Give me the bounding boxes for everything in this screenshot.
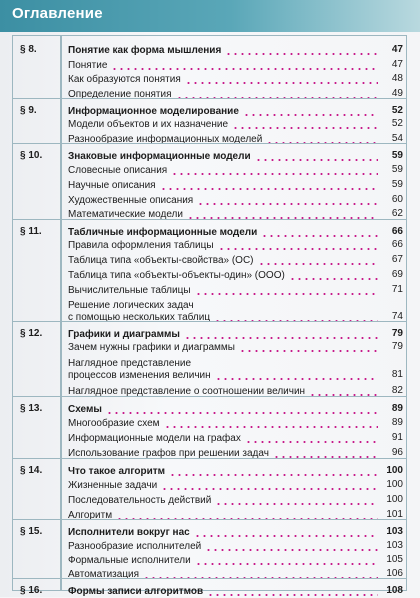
page-number: 71 <box>391 284 403 295</box>
toc-entry-title: Разнообразие исполнителей <box>68 541 202 552</box>
toc-entry-title: Автоматизация <box>68 569 140 580</box>
page-number: 60 <box>391 194 403 205</box>
toc-chapter-row[interactable] <box>12 98 407 117</box>
toc-entry-title: Исполнители вокруг нас <box>68 527 190 538</box>
page-number: 96 <box>391 447 403 458</box>
dot-leader <box>239 350 378 352</box>
toc-subsection-row[interactable] <box>12 269 407 282</box>
dot-leader <box>225 53 378 55</box>
toc-subsection-row[interactable] <box>12 239 407 252</box>
toc-entry-title: Алгоритм <box>68 510 113 521</box>
toc-chapter-row[interactable] <box>12 143 407 162</box>
dot-leader <box>215 503 378 505</box>
toc-subsection-row[interactable] <box>12 118 407 131</box>
section-number: § 10. <box>20 150 43 161</box>
dot-leader <box>245 441 378 443</box>
page-number: 59 <box>391 150 403 161</box>
toc-entry-title: Таблица типа «объекты-объекты-один» (ООО) <box>68 270 285 281</box>
dot-leader <box>106 412 378 414</box>
toc-entry-title: Правила оформления таблицы <box>68 240 214 251</box>
toc-chapter-row[interactable] <box>12 519 407 538</box>
toc-subsection-row[interactable] <box>12 59 407 72</box>
toc-entry-title: Знаковые информационные модели <box>68 151 251 162</box>
toc-entry-title: Графики и диаграммы <box>68 329 180 340</box>
section-number: § 9. <box>20 105 37 116</box>
page-number: 74 <box>391 311 403 322</box>
dot-leader <box>261 235 378 237</box>
toc-chapter-row[interactable] <box>12 578 407 597</box>
dot-leader <box>195 293 378 295</box>
dot-leader <box>195 563 378 565</box>
dot-leader <box>185 82 378 84</box>
page-number: 106 <box>386 568 403 579</box>
page-number: 66 <box>391 226 403 237</box>
toc-entry-title: Модели объектов и их назначение <box>68 119 229 130</box>
page-number: 108 <box>386 585 403 596</box>
toc-entry-title: Схемы <box>68 404 102 415</box>
toc-chapter-row[interactable] <box>12 321 407 340</box>
dot-leader <box>111 68 378 70</box>
page-number: 103 <box>386 540 403 551</box>
dot-leader <box>161 488 378 490</box>
dot-leader <box>232 127 378 129</box>
toc-entry-title: Что такое алгоритм <box>68 466 166 477</box>
toc-entry-title: Наглядное представление о соотношении величин <box>68 386 306 397</box>
toc-subsection-row[interactable] <box>12 494 407 507</box>
page-number: 66 <box>391 239 403 250</box>
dot-leader <box>160 188 378 190</box>
section-number: § 14. <box>20 465 43 476</box>
page-number: 59 <box>391 164 403 175</box>
toc-entry-title: Вычислительные таблицы <box>68 285 191 296</box>
toc-chapter-row[interactable] <box>12 38 407 57</box>
toc-entry-title: Формальные исполнители <box>68 555 191 566</box>
page-number: 101 <box>386 509 403 520</box>
dot-leader <box>169 474 378 476</box>
page-number: 91 <box>391 432 403 443</box>
page-number: 82 <box>391 385 403 396</box>
page-number: 100 <box>386 494 403 505</box>
page-number: 49 <box>391 88 403 99</box>
page-title: Оглавление <box>12 5 103 22</box>
toc-entry-title: Определение понятия <box>68 89 172 100</box>
toc-subsection-row[interactable] <box>12 479 407 492</box>
dot-leader <box>258 263 378 265</box>
section-number: § 13. <box>20 403 43 414</box>
section-number: § 12. <box>20 328 43 339</box>
page-number: 81 <box>391 369 403 380</box>
toc-entry-title: Понятие <box>68 60 108 71</box>
toc-entry-title: Разнообразие информационных моделей <box>68 134 263 145</box>
dot-leader <box>194 535 378 537</box>
page-number: 79 <box>391 328 403 339</box>
page-number: 79 <box>391 341 403 352</box>
dot-leader <box>255 159 378 161</box>
section-number: § 15. <box>20 526 43 537</box>
page-number: 52 <box>391 105 403 116</box>
toc-entry-title: Последовательность действий <box>68 495 212 506</box>
toc-entry-title: Научные описания <box>68 180 156 191</box>
page-number: 52 <box>391 118 403 129</box>
toc-subsection-row[interactable] <box>12 179 407 192</box>
page-number: 47 <box>391 59 403 70</box>
page-number: 47 <box>391 44 403 55</box>
section-number: § 8. <box>20 44 37 55</box>
toc-chapter-row[interactable] <box>12 219 407 238</box>
toc-subsection-row[interactable] <box>12 164 407 177</box>
toc-subsection-row[interactable] <box>12 432 407 445</box>
toc-entry-title: Таблица типа «объекты-свойства» (ОС) <box>68 255 254 266</box>
page-number: 105 <box>386 554 403 565</box>
dot-leader <box>243 114 378 116</box>
page-number: 48 <box>391 73 403 84</box>
page-number: 100 <box>386 479 403 490</box>
toc-entry-title: Зачем нужны графики и диаграммы <box>68 342 235 353</box>
toc-subsection-row[interactable] <box>12 417 407 430</box>
page-number: 103 <box>386 526 403 537</box>
toc-chapter-row[interactable] <box>12 396 407 415</box>
toc-entry-title: Информационное моделирование <box>68 106 239 117</box>
page-number: 100 <box>386 465 403 476</box>
toc-subsection-row[interactable] <box>12 73 407 86</box>
dot-leader <box>164 426 378 428</box>
toc-subsection-row[interactable] <box>12 356 407 382</box>
section-number: § 11. <box>20 226 42 237</box>
header-band <box>0 0 420 32</box>
page-number: 89 <box>391 403 403 414</box>
toc-entry-title: Наглядное представление процессов изменения величин <box>68 358 211 381</box>
dot-leader <box>205 549 378 551</box>
dot-leader <box>171 173 378 175</box>
toc-entry-title: Жизненные задачи <box>68 480 158 491</box>
toc-subsection-row[interactable] <box>12 341 407 354</box>
toc-entry-title: Формы записи алгоритмов <box>68 586 204 597</box>
page-number: 67 <box>391 254 403 265</box>
toc-entry-title: Табличные информационные модели <box>68 227 258 238</box>
toc-subsection-row[interactable] <box>12 254 407 267</box>
toc-entry-title: Как образуются понятия <box>68 74 181 85</box>
toc-entry-title: Решение логических задач с помощью нескольких таблиц <box>68 300 211 323</box>
dot-leader <box>218 248 378 250</box>
page-number: 62 <box>391 208 403 219</box>
page-number: 69 <box>391 269 403 280</box>
toc-entry-title: Многообразие схем <box>68 418 160 429</box>
section-number: § 16. <box>20 585 43 596</box>
dot-leader <box>197 203 378 205</box>
dot-leader <box>215 378 378 380</box>
toc-entry-title: Понятие как форма мышления <box>68 45 222 56</box>
toc-subsection-row[interactable] <box>12 540 407 553</box>
toc-entry-title: Словесные описания <box>68 165 168 176</box>
page-number: 59 <box>391 179 403 190</box>
dot-leader <box>184 337 378 339</box>
toc-entry-title: Информационные модели на графах <box>68 433 241 444</box>
toc-subsection-row[interactable] <box>12 554 407 567</box>
page-number: 54 <box>391 133 403 144</box>
page-number: 89 <box>391 417 403 428</box>
dot-leader <box>207 594 378 596</box>
dot-leader <box>289 278 378 280</box>
toc-subsection-row[interactable] <box>12 194 407 207</box>
toc-entry-title: Математические модели <box>68 209 183 220</box>
toc-entry-title: Использование графов при решении задач <box>68 448 269 459</box>
toc-chapter-row[interactable] <box>12 458 407 477</box>
toc-subsection-row[interactable] <box>12 284 407 297</box>
toc-entry-title: Художественные описания <box>68 195 194 206</box>
